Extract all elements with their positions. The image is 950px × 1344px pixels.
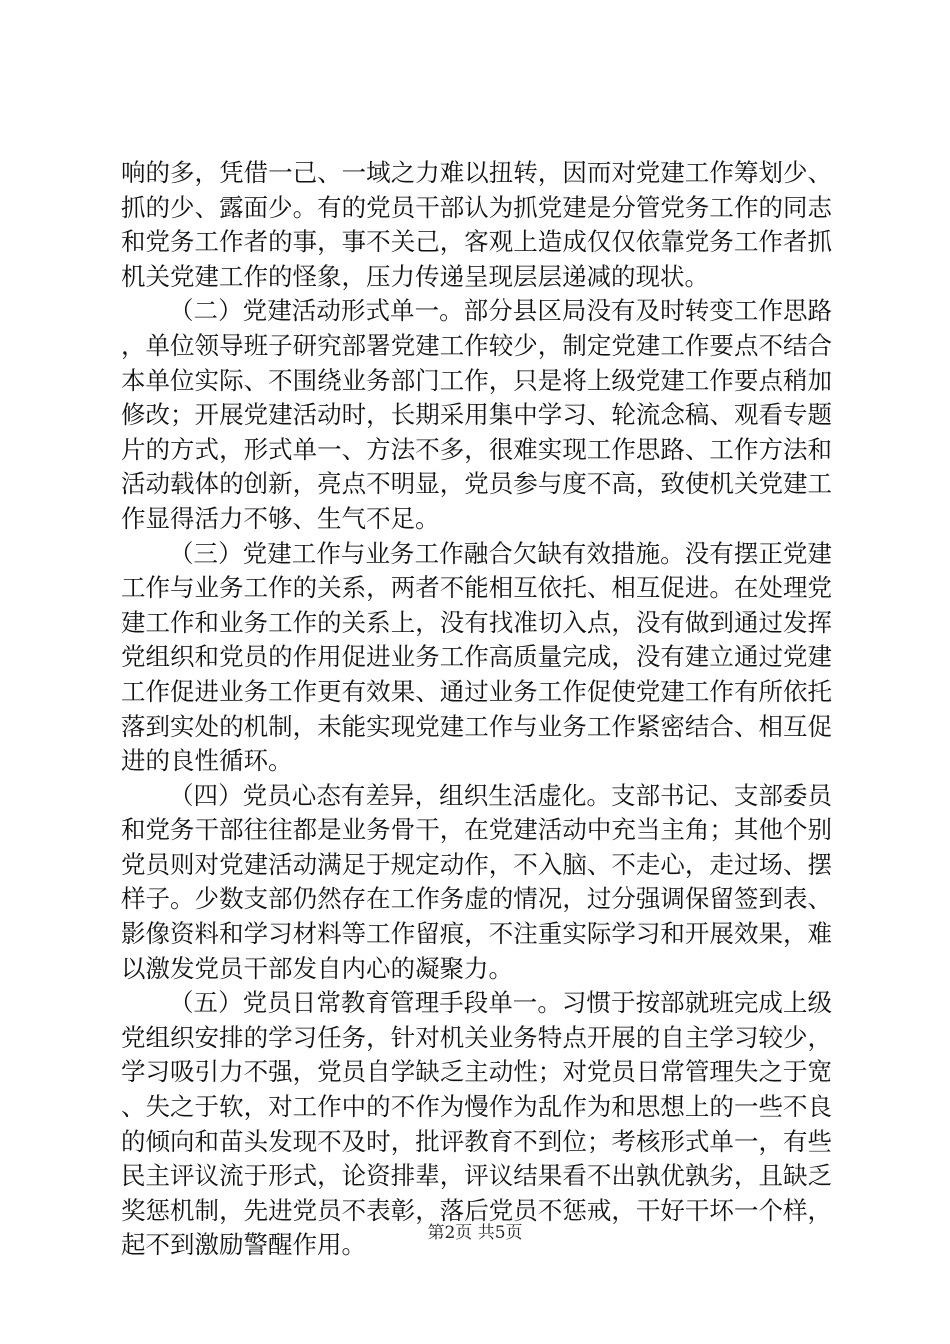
document-body [121, 156, 832, 1263]
paragraph-section-2: （二）党建活动形式单一。部分县区局没有及时转变工作思路，单位领导班子研究部署党建工作较少，制定党建工作要点不结合本单位实际、不围绕业务部门工作，只是将上级党建工作要点稍加修改；开展党建活动时，长期采用集中学习、轮流念稿、观看专题片的方式，形式单一、方法不多，很难实现工作思路、工作方法和活动载体的创新，亮点不明显，党员参与度不高，致使机关党建工作显得活力不够、生气不足。 [121, 296, 832, 533]
paragraph-section-5: （五）党员日常教育管理手段单一。习惯于按部就班完成上级党组织安排的学习任务，针对机关业务特点开展的自主学习较少，学习吸引力不强，党员自学缺乏主动性；对党员日常管理失之于宽、失之于软，对工作中的不作为慢作为乱作为和思想上的一些不良的倾向和苗头发现不及时，批评教育不到位；考核形式单一，有些民主评议流于形式，论资排辈，评议结果看不出孰优孰劣，且缺乏奖惩机制，先进党员不表彰，落后党员不惩戒，干好干坏一个样，起不到激励警醒作用。 [121, 988, 832, 1260]
paragraph-section-3: （三）党建工作与业务工作融合欠缺有效措施。没有摆正党建工作与业务工作的关系，两者不能相互依托、相互促进。在处理党建工作和业务工作的关系上，没有找准切入点，没有做到通过发挥党组织和党员的作用促进业务工作高质量完成，没有建立通过党建工作促进业务工作更有效果、通过业务工作促使党建工作有所依托落到实处的机制，未能实现党建工作与业务工作紧密结合、相互促进的良性循环。 [121, 538, 832, 776]
paragraph-continuation: 响的多，凭借一己、一域之力难以扭转，因而对党建工作筹划少、抓的少、露面少。有的党员干部认为抓党建是分管党务工作的同志和党务工作者的事，事不关己，客观上造成仅仅依靠党务工作者抓机关党建工作的怪象，压力传递呈现层层递减的现状。 [121, 158, 832, 291]
paragraph-section-4: （四）党员心态有差异，组织生活虚化。支部书记、支部委员和党务干部往往都是业务骨干，在党建活动中充当主角；其他个别党员则对党建活动满足于规定动作，不入脑、不走心，走过场、摆样子。少数支部仍然存在工作务虚的情况，过分强调保留签到表、影像资料和学习材料等工作留痕，不注重实际学习和开展效果，难以激发党员干部发自内心的凝聚力。 [121, 780, 832, 983]
page-number-footer: 第2页 共5页 [427, 1223, 523, 1243]
